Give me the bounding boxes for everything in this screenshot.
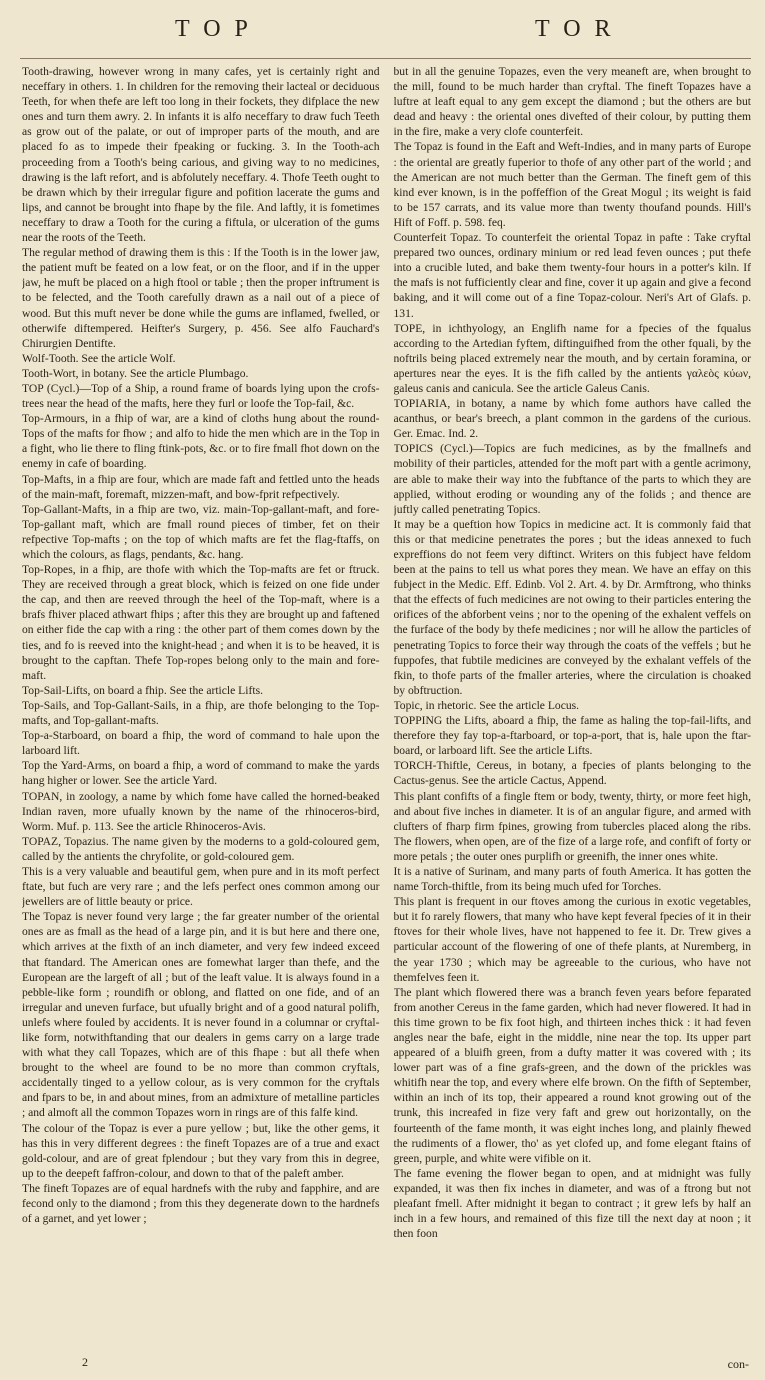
entry-paragraph: The Topaz is found in the Eaft and Weft-Indies, and in many parts of Europe : the oriental are greatly fuperior to thofe of any other part of the world ; and the American are not much better than the German. The fineft gem of this kind ever known, is in the poffeffion of the Great Mogul ; its weight is faid to be 157 carrats, and its value more than twenty thoufand pounds. Hill's Hift of Foff. p. 598. feq. — [393, 140, 751, 229]
running-head-left: TOP — [175, 16, 262, 42]
entry-paragraph: The fame evening the flower began to open, and at midnight was fully expanded, it was then fix inches in diameter, and was of a ftrong but not pleafant fmell. After midnight it began to contract ; it grew lefs by half an inch in a few hours, and remained of this fize till the next day at noon ; it then foon — [393, 1166, 751, 1241]
catchword: con- — [727, 1357, 749, 1371]
entry-paragraph: Top-Armours, in a fhip of war, are a kind of cloths hung about the round-Tops of the mafts for fhow ; and alfo to hide the men which are in the Top in a fight, who lie there to fling ftink-pots, &c. or to fire fmall fhot down on the enemy in cafe of boarding. — [22, 412, 380, 471]
entry-paragraph: The Topaz is never found very large ; the far greater number of the oriental ones are as fmall as the head of a large pin, and it is but here and there one, which arrives at the fixth of an inch diameter, and very few indeed exceed that ftandard. The American ones are fomewhat larger than thefe, and the European are the largeft of all ; but of the leaft value. It is always found in a pebble-like form ; roundifh or oblong, and flatted on one fide, and of an irregular and uneven furface, but ufually bright and of a good natural polifh, unlefs where fouled by accidents. It is never found in a columnar or cryftal-like form, notwithftanding that our dealers in gems carry on a large trade with what they call Topazes, which are of this fhape : but all thefe when brought to the wheel are found to be no more than common cryftals, accidentally tinged to a yellow colour, as is very common for the cryftals and fpars to be, in and about mines, from an admixture of metalline particles ; and almoft all the common Topazes worn in rings are of this falfe kind. — [22, 910, 380, 1120]
entry-paragraph: TOP (Cycl.)—Top of a Ship, a round frame of boards lying upon the crofs-trees near the head of the mafts, here they furl or loofe the Top-fail, &c. — [22, 381, 380, 411]
entry-paragraph: Top-Ropes, in a fhip, are thofe with which the Top-mafts are fet or ftruck. They are received through a great block, which is feized on one fide under the cap, and then are reeved through the heel of the Top-maft, where is a brafs fhiver placed athwart fhips ; after this they are brought up and faftened on either fide the cap with a ring : the other part of them comes down by the ties, and fo is reeved into the knight-head ; and when it is to be heaved, it is brought to the capftan. Thefe Top-ropes belong only to the main and fore-maft. — [22, 563, 380, 682]
entry-paragraph: Top-Sails, and Top-Gallant-Sails, in a fhip, are thofe belonging to the Top-mafts, and Top-gallant-mafts. — [22, 698, 380, 728]
entry-paragraph: The plant which flowered there was a branch feven years before feparated from another Cereus in the fame garden, which had never flowered. It had in this time grown to be fix foot high, and thirteen inches thick : it had feven angles near the bafe, eight in the middle, nine near the top. Its upper part appeared of a bluifh green, from a dufty matter it was covered with ; its lower part was of a fine grafs-green, and the down of the prickles was whitifh near the top, and every where elfe brown. On the fifth of September, within an inch of its top, their appeared a round knot growing out of the trunk, this increafed in fize very faft and grew out horizontally, on the fourteenth of the fame month, it was eight inches long, and plainly fhewed the rudiments of a flower, tho' as yet clofed up, and fome elegant ftains of green, purple, and white were vifible on it. — [393, 985, 751, 1165]
entry-paragraph: TOPPING the Lifts, aboard a fhip, the fame as haling the top-fail-lifts, and therefore they fay top-a-ftarboard, or top-a-port, that is, hale upon the ftar-board, or larboard lift. See the article Lifts. — [393, 714, 751, 758]
entry-paragraph: The regular method of drawing them is this : If the Tooth is in the lower jaw, the patient muft be feated on a low feat, or on the floor, and if in the upper jaw, he muft be placed on a high ftool or table ; then the proper inftrument is to be felected, and the Tooth carefully drawn as a nail out of a piece of wood. But this muft never be done while the gums are inflamed, fwelled, or otherwife diftempered. Heifter's Surgery, p. 456. See alfo Fauchard's Chirurgien Dentifte. — [22, 246, 380, 350]
entry-paragraph: Tooth-drawing, however wrong in many cafes, yet is certainly right and neceffary in others. 1. In children for the removing their lacteal or deciduous Teeth, for when thefe are left too long in their fockets, they difplace the new ones and turn them awry. 2. In infants it is alfo neceffary to draw fuch Teeth as grow out of the palate, or out of improper parts of the mouth, and are placed fo as to impede their fpeaking or fucking. 3. In the Tooth-ach proceeding from a Tooth's being carious, and giving way to no medicines, drawing is the laft refort, and is abfolutely neceffary. 4. Thofe Teeth ought to be drawn which by their irregular figure and pofition lacerate the gums and lips, and cannot be brought into fhape by the file. And laftly, it is fometimes neceffary to draw a Tooth for the curing a fiftula, or ulceration of the gums near the roots of the Teeth. — [22, 65, 380, 245]
right-column — [394, 64, 752, 1350]
entry-paragraph: TORCH-Thiftle, Cereus, in botany, a fpecies of plants belonging to the Cactus-genus. See the article Cactus, Append. — [393, 759, 751, 788]
entry-paragraph: Top-Gallant-Mafts, in a fhip are two, viz. main-Top-gallant-maft, and fore-Top-gallant maft, which are fmall round pieces of timber, fet on their refpective Top-mafts ; on the top of which mafts are fet the flag-ftaffs, on which the colours, as flags, pendants, &c. hang. — [22, 502, 380, 561]
entry-paragraph: This plant confifts of a fingle ftem or body, twenty, thirty, or more feet high, and about five inches in diameter. It is of an angular figure, and armed with clufters of fharp firm fpines, growing from tubercles placed along the ribs. The flowers, when open, are of the fize of a large rofe, and confift of forty or more petals ; the outer ones purplifh or greenifh, the inner ones white. — [393, 789, 751, 863]
left-column — [22, 64, 380, 1350]
entry-paragraph: but in all the genuine Topazes, even the very meaneft are, when brought to the mill, found to be much harder than cryftal. The fineft Topazes have a luftre at leaft equal to any gem except the diamond ; but the others are but dead and heavy : the oriental ones divefted of their colour, by putting them in the fire, make a very clofe counterfeit. — [393, 65, 751, 139]
entry-paragraph: This is a very valuable and beautiful gem, when pure and in its moft perfect ftate, but fuch are very rare ; and the lefs perfect ones common among our jewellers are of little beauty or price. — [22, 864, 380, 909]
entry-paragraph: Topic, in rhetoric. See the article Locus. — [393, 698, 580, 712]
entry-paragraph: Top the Yard-Arms, on board a fhip, a word of command to make the yards hang higher or lower. See the article Yard. — [22, 759, 380, 788]
text-columns — [22, 64, 751, 1350]
entry-paragraph: The colour of the Topaz is ever a pure yellow ; but, like the other gems, it has this in very different degrees : the fineft Topazes are of a true and exact gold-colour, and are of great fplendour ; but they vary from this in degree, up to the deepeft faffron-colour, and down to that of the paleft amber. — [22, 1121, 380, 1180]
running-head-right: TOR — [535, 16, 625, 42]
entry-paragraph: This plant is frequent in our ftoves among the curious in exotic vegetables, but it fo rarely flowers, that many who have kept feveral fpecies of it in their ftoves for their whole lives, have not happened to fee it. Dr. Trew gives a particular account of the flowering of one of thefe plants, at Nuremberg, in the year 1730 ; which may be agreeable to the curious, who have not themfelves feen it. — [393, 895, 751, 984]
entry-paragraph: TOPAN, in zoology, a name by which fome have called the horned-beaked Indian raven, more ufually known by the name of the rhinoceros-bird, Worm. Muf. p. 113. See the article Rhinoceros-Avis. — [22, 789, 380, 833]
entry-paragraph: The fineft Topazes are of equal hardnefs with the ruby and fapphire, and are fecond only to the diamond ; from this they degenerate down to the hardnefs of a garnet, and yet lower ; — [22, 1181, 380, 1226]
entry-paragraph: TOPAZ, Topazius. The name given by the moderns to a gold-coloured gem, called by the antients the chryfolite, or gold-coloured gem. — [22, 834, 380, 863]
entry-paragraph: Wolf-Tooth. See the article Wolf. — [22, 351, 176, 365]
entry-paragraph: Top-Mafts, in a fhip are four, which are made faft and fettled unto the heads of the main-maft, foremaft, mizzen-maft, and bow-fprit refpectively. — [22, 472, 380, 501]
entry-paragraph: TOPIARIA, in botany, a name by which fome authors have called the acanthus, or bear's breech, a plant common in the gardens of the curious. Ger. Emac. Ind. 2. — [393, 397, 751, 441]
entry-paragraph: TOPE, in ichthyology, an Englifh name for a fpecies of the fqualus according to the Artedian fyftem, diftinguifhed from the other fquali, by the noftrils being placed extremely near the mouth, and by certain foramina, or apertures near the eyes. It is the fifh called by the antients γαλεὸς κύων, galeus canis and canicula. See the article Galeus Canis. — [393, 321, 751, 395]
header-rule — [20, 58, 751, 59]
signature-mark: 2 — [82, 1355, 88, 1369]
entry-paragraph: Counterfeit Topaz. To counterfeit the oriental Topaz in pafte : Take cryftal prepared two ounces, ordinary minium or red lead feven ounces ; put thefe into a crucible luted, and bake them twenty-four hours in a potter's kiln. If the mafs is not fufficiently clear and fine, cover it up again and give a fecond baking, and it will come out of a fine Topaz-colour. Neri's Art of Glafs. p. 131. — [393, 231, 751, 320]
entry-paragraph: It is a native of Surinam, and many parts of fouth America. It has gotten the name Torch-thiftle, from its being much ufed for Torches. — [393, 864, 751, 894]
entry-paragraph: Top-Sail-Lifts, on board a fhip. See the article Lifts. — [22, 683, 263, 697]
entry-paragraph: Top-a-Starboard, on board a fhip, the word of command to hale upon the larboard lift. — [22, 729, 380, 758]
entry-paragraph: Tooth-Wort, in botany. See the article Plumbago. — [22, 366, 249, 380]
entry-paragraph: TOPICS (Cycl.)—Topics are fuch medicines, as by the fmallnefs and mobility of their particles, attended for the moft part with a gentle acrimony, are able to make their way into the fubftance of the parts to which they are applied, without eroding or wounding any of the folids ; and thence are juftly called penetrating Topics. — [393, 442, 751, 516]
entry-paragraph: It may be a queftion how Topics in medicine act. It is commonly faid that this or that medicine penetrates the pores ; but the ideas annexed to fuch expreffions do not feem very diftinct. Writers on this fubject have feldom been at the pains to tell us what pores they mean. We have an effay on this fubject in the Medic. Eff. Edinb. Vol 2. Art. 4. by Dr. Armftrong, who thinks that the effects of fuch medicines are not owing to their particles entering the orifices of the abforbent veins ; nor to the opening of the exhalent veffels on the furface of the body by thefe medicines ; nor will he allow the particles of penetrating Topics to force their way through the coats of the veffels ; but he fuppofes, that fubtile medicines are conveyed by the exhalant veffels of the fkin, to thofe parts of the fmaller arteries, where the circulation is choaked by obftruction. — [393, 517, 751, 697]
